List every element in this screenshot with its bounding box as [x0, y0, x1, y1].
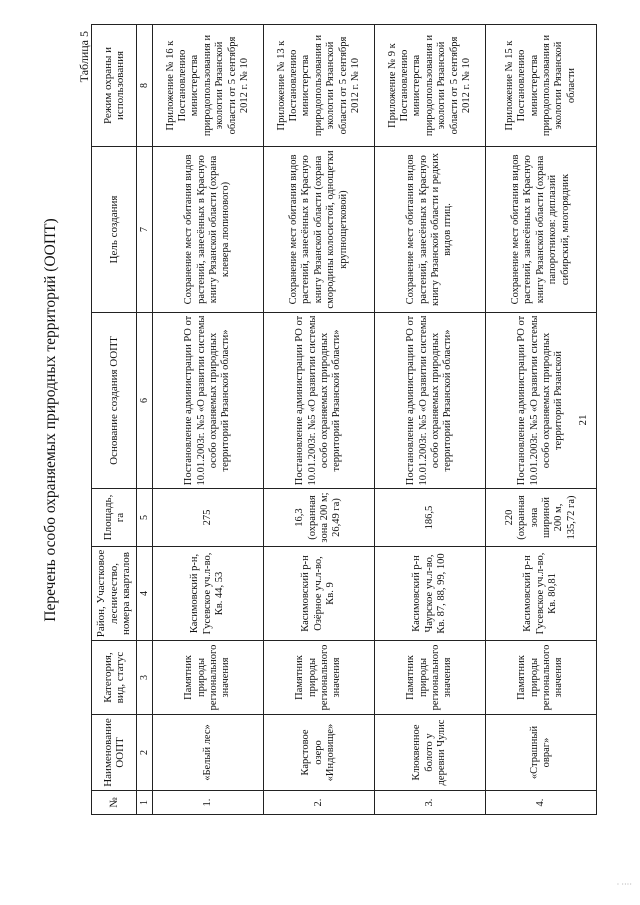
column-number: 2 — [137, 715, 153, 791]
table-label: Таблица 5 — [77, 31, 91, 83]
cell-category: Памятник природы регионального значения — [486, 641, 597, 715]
cell-number: 1. — [153, 791, 264, 815]
cell-regime: Приложение № 15 к Постановлению министерства природопользования и экологии Рязанской области — [486, 25, 597, 147]
column-number: 7 — [137, 147, 153, 313]
cell-name: Карстовое озеро «Индовище» — [264, 715, 375, 791]
cell-purpose: Сохранение мест обитания видов растений, занесённых в Красную книгу Рязанской области (охрана клевера люпинового) — [153, 147, 264, 313]
rotated-page-content — [41, 25, 593, 815]
header-regime: Режим охраны и использования — [92, 25, 137, 147]
cell-basis: Постановление администрации РО от 10.01.2003г. №5 «О развитии системы особо охраняемых природных территорий Рязанской области» — [375, 313, 486, 489]
cell-area: 275 — [153, 489, 264, 547]
cell-regime: Приложение № 9 к Постановлению министерства природопользования и экологии Рязанской области от 5 сентября 2012 г. № 10 — [375, 25, 486, 147]
table-header-row — [92, 25, 137, 815]
cell-location: Касимовский р-н, Гусевское уч.л-во, Кв. 44, 53 — [153, 547, 264, 641]
cell-purpose: Сохранение мест обитания видов растений, занесённых в Красную книгу Рязанской области (охрана папоротников: диплазий сибирский, многорядник — [486, 147, 597, 313]
cell-category: Памятник природы регионального значения — [264, 641, 375, 715]
cell-name: «Белый лес» — [153, 715, 264, 791]
cell-location: Касимовский р-н Озёрное уч.л-во, Кв. 9 — [264, 547, 375, 641]
header-name: Наименование ООПТ — [92, 715, 137, 791]
cell-purpose: Сохранение мест обитания видов растений, занесённых в Красную книгу Рязанской области и редких видов птиц. — [375, 147, 486, 313]
column-number: 1 — [137, 791, 153, 815]
column-number: 4 — [137, 547, 153, 641]
column-number: 8 — [137, 25, 153, 147]
cell-category: Памятник природы регионального значения — [375, 641, 486, 715]
cell-number: 4. — [486, 791, 597, 815]
cell-location: Касимовский р-н Чаурское уч.л-во, Кв. 87, 88, 99, 100 — [375, 547, 486, 641]
header-location: Район, Участковое лесничество, номера кварталов — [92, 547, 137, 641]
column-number: 3 — [137, 641, 153, 715]
table-row — [153, 25, 264, 815]
cell-area: 186,5 — [375, 489, 486, 547]
document-title: Перечень особо охраняемых природных территорий (ООПТ) — [42, 218, 59, 622]
header-purpose: Цель создания — [92, 147, 137, 313]
column-number-row — [137, 25, 153, 815]
header-basis: Основание создания ООПТ — [92, 313, 137, 489]
header-category: Категория, вид, статус — [92, 641, 137, 715]
cell-number: 2. — [264, 791, 375, 815]
cell-area: 16,3 (охранная зона 200 м; 26,49 га) — [264, 489, 375, 547]
edge-scan-mark: · ···· — [616, 880, 632, 889]
table-row — [375, 25, 486, 815]
cell-number: 3. — [375, 791, 486, 815]
header-area: Площадь, га — [92, 489, 137, 547]
cell-location: Касимовский р-н Гусевское уч.л-во, Кв. 80,81 — [486, 547, 597, 641]
cell-basis: Постановление администрации РО от 10.01.2003г. №5 «О развитии системы особо охраняемых природных территорий Рязанской — [486, 313, 597, 489]
column-number: 5 — [137, 489, 153, 547]
cell-name: Клюквенное болото у деревни Чулис — [375, 715, 486, 791]
table-row — [264, 25, 375, 815]
oopt-table — [91, 24, 597, 815]
header-number: № — [92, 791, 137, 815]
cell-basis: Постановление администрации РО от 10.01.2003г. №5 «О развитии системы особо охраняемых природных территорий Рязанской области» — [153, 313, 264, 489]
cell-purpose: Сохранение мест обитания видов растений, занесённых в Красную книгу Рязанской области (охрана смородины колосистой, однощетки крупнощетковой) — [264, 147, 375, 313]
cell-regime: Приложение № 16 к Постановлению министерства природопользования и экологии Рязанской области от 5 сентября 2012 г. № 10 — [153, 25, 264, 147]
cell-basis: Постановление администрации РО от 10.01.2003г. №5 «О развитии системы особо охраняемых природных территорий Рязанской области» — [264, 313, 375, 489]
cell-regime: Приложение № 13 к Постановлению министерства природопользования и экологии Рязанской области от 5 сентября 2012 г. № 10 — [264, 25, 375, 147]
page-number: 21 — [577, 414, 589, 426]
cell-name: «Страшный овраг» — [486, 715, 597, 791]
column-number: 6 — [137, 313, 153, 489]
cell-category: Памятник природы регионального значения — [153, 641, 264, 715]
cell-area: 220 (охранная зона шириной 200 м, 135,72 га) — [486, 489, 597, 547]
